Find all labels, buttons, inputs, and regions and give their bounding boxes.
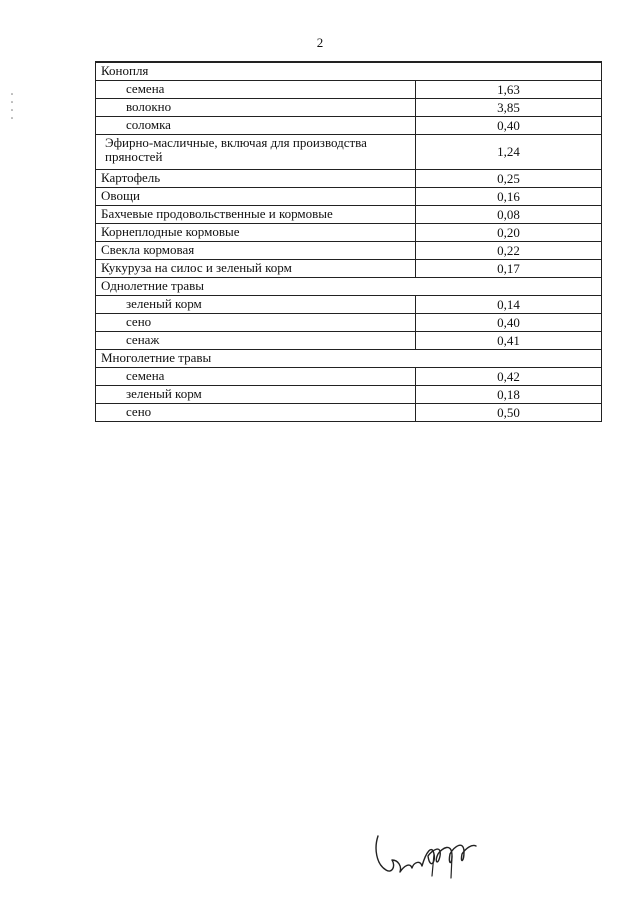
crop-value: 0,16: [415, 188, 601, 205]
page-number: 2: [316, 35, 324, 50]
crop-name: волокно: [126, 99, 172, 114]
table-row: [96, 331, 601, 349]
crop-name: соломка: [126, 117, 171, 132]
crop-value: 0,25: [415, 170, 601, 187]
table-row: [96, 295, 601, 313]
table-row: [96, 313, 601, 331]
crop-value: 0,20: [415, 224, 601, 241]
table-row: [96, 187, 601, 205]
group-name: Конопля: [101, 63, 149, 78]
crop-name: семена: [126, 368, 165, 383]
crop-name: Овощи: [101, 188, 140, 203]
crop-value: 0,40: [415, 117, 601, 134]
crop-name: Эфирно-масличные, включая для производства пряностей: [105, 135, 367, 164]
table-row: [96, 205, 601, 223]
crop-name: Кукуруза на силос и зеленый корм: [101, 260, 292, 275]
table-row: [96, 223, 601, 241]
crop-name: сено: [126, 314, 152, 329]
crop-name: семена: [126, 81, 165, 96]
table-row-group-perennial-grasses: [96, 349, 601, 367]
crop-name: Бахчевые продовольственные и кормовые: [101, 206, 333, 221]
table-row-group-annual-grasses: [96, 277, 601, 295]
crop-coefficients-table: [95, 61, 602, 422]
crop-value: 0,08: [415, 206, 601, 223]
crop-value: 0,40: [415, 314, 601, 331]
crop-value: 3,85: [415, 99, 601, 116]
table-row: [96, 169, 601, 187]
table-row: [96, 116, 601, 134]
crop-name: сено: [126, 404, 152, 419]
group-name: Многолетние травы: [101, 350, 212, 365]
table-row: [96, 259, 601, 277]
crop-name: зеленый корм: [126, 296, 202, 311]
crop-value: 0,50: [415, 404, 601, 421]
handwritten-signature: [372, 826, 482, 886]
table-row: [96, 98, 601, 116]
margin-dots: [10, 92, 14, 122]
crop-name: Свекла кормовая: [101, 242, 195, 257]
crop-value: 0,42: [415, 368, 601, 385]
table-row: [96, 134, 601, 169]
crop-value: 0,22: [415, 242, 601, 259]
crop-value: 1,24: [415, 135, 601, 169]
crop-name: зеленый корм: [126, 386, 202, 401]
crop-name: Корнеплодные кормовые: [101, 224, 240, 239]
table-row: [96, 403, 601, 421]
table-row-group-hemp: [96, 62, 601, 80]
crop-value: 0,18: [415, 386, 601, 403]
group-name: Однолетние травы: [101, 278, 204, 293]
table-row: [96, 367, 601, 385]
crop-value: 1,63: [415, 81, 601, 98]
crop-value: 0,41: [415, 332, 601, 349]
table-row: [96, 80, 601, 98]
crop-name: сенаж: [126, 332, 160, 347]
crop-value: 0,17: [415, 260, 601, 277]
crop-value: 0,14: [415, 296, 601, 313]
table-row: [96, 241, 601, 259]
crop-name: Картофель: [101, 170, 161, 185]
table-row: [96, 385, 601, 403]
